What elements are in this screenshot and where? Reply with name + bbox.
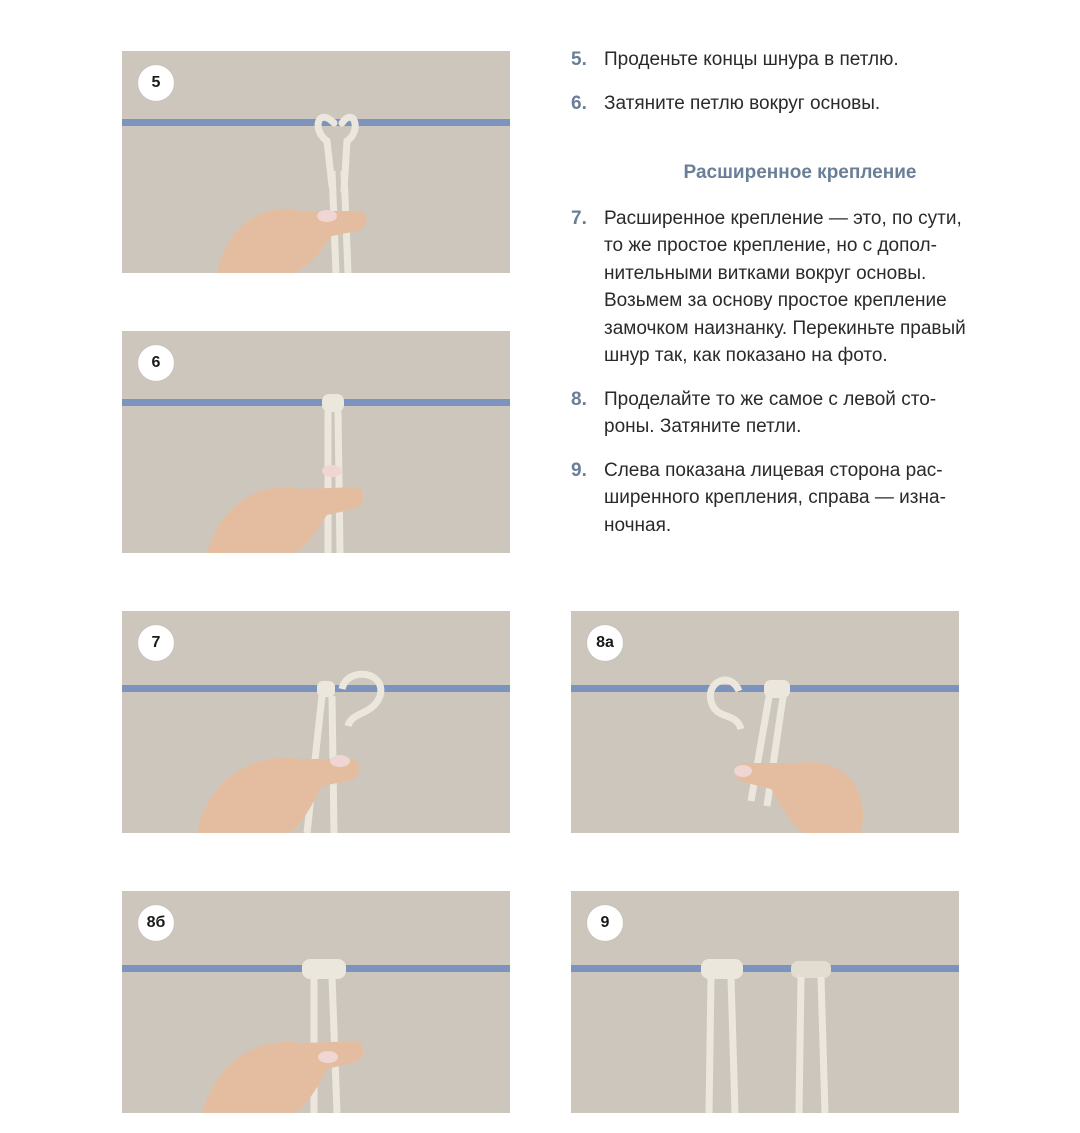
step-badge: 7 (138, 625, 174, 661)
step-6 (571, 90, 971, 118)
step-text: Затяните петлю вокруг основы. (604, 92, 881, 114)
macrame-photo-5 (122, 51, 510, 273)
step-7 (571, 205, 971, 370)
step-badge: 8а (587, 625, 623, 661)
step-number: 8. (571, 388, 587, 410)
step-badge: 5 (138, 65, 174, 101)
photo-step-7 (122, 611, 510, 833)
step-badge: 8б (138, 905, 174, 941)
step-text: Расширенное крепление — это, по сути, то же простое крепление, но с дополнительными витками вокруг основы. Возьмем за основу простое крепление замочком наизнанку. Перекиньте правый шнур так, как показано на фото. (604, 207, 966, 366)
step-text: Проденьте концы шнура в петлю. (604, 49, 899, 70)
photo-step-5 (122, 51, 510, 273)
step-number: 6. (571, 92, 587, 114)
photo-step-6 (122, 331, 510, 553)
step-text: Слева показана лицевая сторона расширенного крепления, справа — изнаночная. (604, 459, 946, 536)
photo-step-8b (122, 891, 510, 1113)
step-8 (571, 386, 971, 441)
photo-step-8a (571, 611, 959, 833)
step-text: Проделайте то же самое с левой стороны. Затяните петли. (604, 388, 937, 437)
step-number: 9. (571, 459, 587, 481)
step-number: 7. (571, 207, 587, 229)
step-badge: 9 (587, 905, 623, 941)
step-5 (571, 46, 971, 74)
step-number: 5. (571, 49, 587, 70)
macrame-photo-7 (122, 611, 510, 833)
photo-step-9 (571, 891, 959, 1113)
section-subheading: Расширенное крепление (683, 162, 917, 183)
step-9 (571, 457, 971, 540)
instructions-column (571, 46, 971, 555)
macrame-photo-8b (122, 891, 510, 1113)
step-badge: 6 (138, 345, 174, 381)
macrame-photo-6 (122, 331, 510, 553)
macrame-photo-9 (571, 891, 959, 1113)
macrame-photo-8a (571, 611, 959, 833)
